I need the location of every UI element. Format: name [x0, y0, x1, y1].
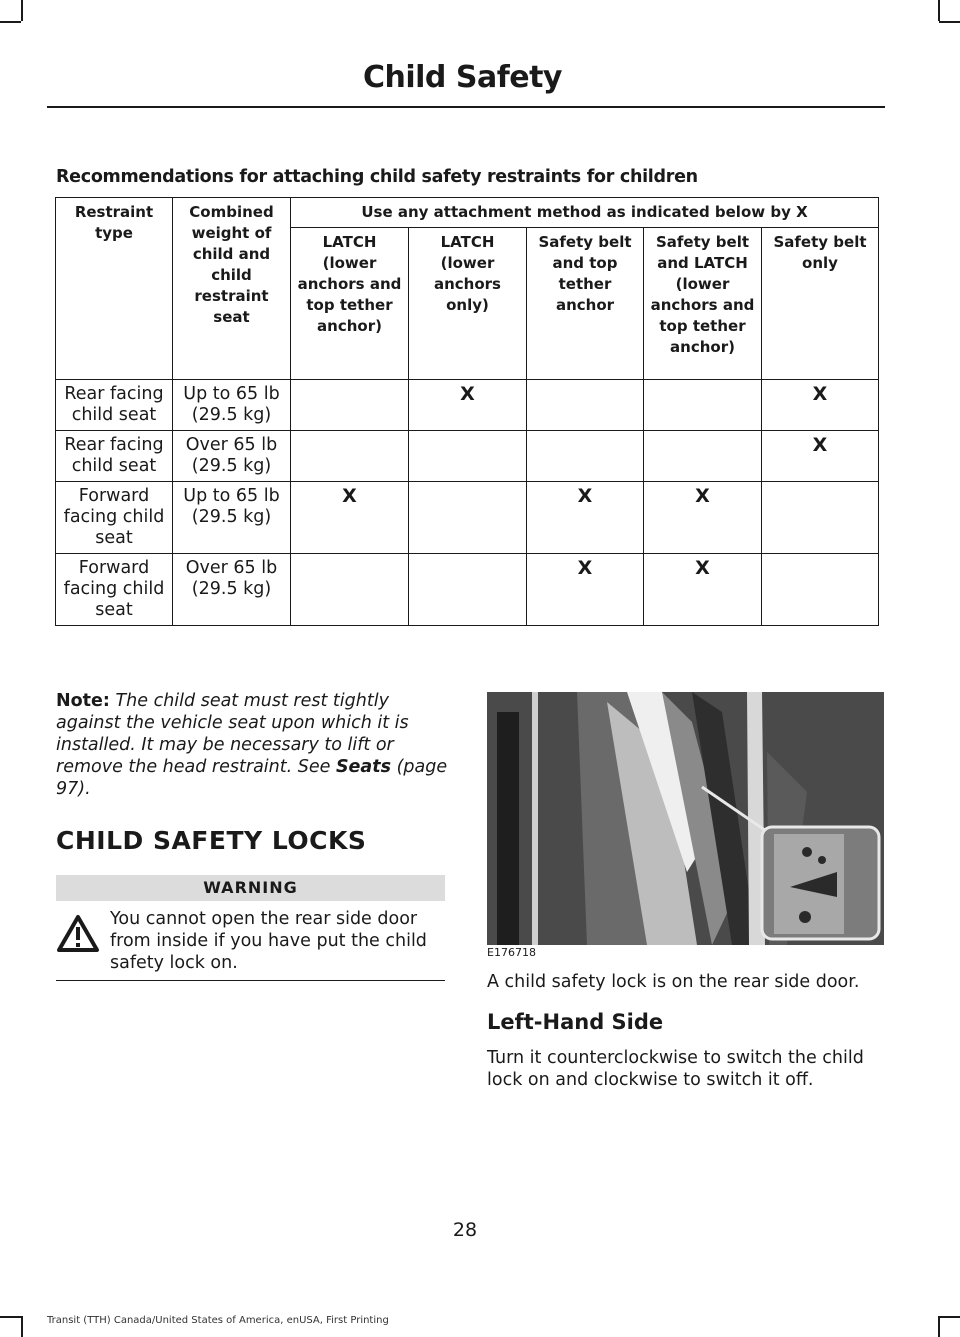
mark-cell [409, 482, 527, 554]
mark-cell [644, 431, 762, 482]
table-row [56, 431, 879, 482]
mark-cell: X [762, 380, 879, 431]
mark-cell: X [762, 431, 879, 482]
mark-cell [409, 554, 527, 626]
weight-cell: Up to 65 lb (29.5 kg) [173, 380, 291, 431]
warning-triangle-icon [56, 914, 100, 954]
mark-cell: X [644, 554, 762, 626]
note-label: Note: [56, 691, 110, 711]
page-title: Child Safety [362, 60, 562, 95]
crop-mark [938, 1316, 940, 1337]
mark-cell [527, 380, 644, 431]
mark-cell: X [409, 380, 527, 431]
mark-cell [762, 482, 879, 554]
mark-cell: X [644, 482, 762, 554]
restraint-type-cell: Forward facing child seat [56, 554, 173, 626]
crop-mark [21, 0, 23, 21]
left-hand-heading: Left-Hand Side [487, 1010, 664, 1034]
seats-link[interactable]: Seats [335, 757, 392, 777]
attachment-table [55, 197, 879, 626]
mark-cell: X [291, 482, 409, 554]
method-header: LATCH (lower anchors and top tether anchor) [291, 228, 409, 380]
crop-mark [939, 1316, 960, 1318]
mark-cell [409, 431, 527, 482]
col-attachment-methods: Use any attachment method as indicated below by X [291, 198, 879, 228]
col-restraint-type: Restraint type [56, 198, 173, 380]
mark-cell: X [527, 482, 644, 554]
weight-cell: Over 65 lb (29.5 kg) [173, 431, 291, 482]
table-caption: Recommendations for attaching child safety restraints for children [56, 167, 698, 187]
restraint-type-cell: Rear facing child seat [56, 431, 173, 482]
crop-mark [939, 21, 960, 23]
figure-caption: A child safety lock is on the rear side door. [487, 972, 860, 992]
method-header: Safety belt and LATCH (lower anchors and top tether anchor) [644, 228, 762, 380]
col-combined-weight: Combined weight of child and child restraint seat [173, 198, 291, 380]
method-header: Safety belt and top tether anchor [527, 228, 644, 380]
footer-text: Transit (TTH) Canada/United States of America, enUSA, First Printing [47, 1315, 389, 1326]
child-lock-photo [487, 692, 884, 945]
mark-cell [291, 431, 409, 482]
mark-cell [291, 380, 409, 431]
table-row [56, 380, 879, 431]
mark-cell [291, 554, 409, 626]
crop-mark [0, 1316, 21, 1318]
note-text: The child seat must rest tightly against the vehicle seat upon which it is installed. It may be necessary to lift or remove the head restraint. See [56, 691, 409, 777]
mark-cell [762, 554, 879, 626]
table-row [56, 554, 879, 626]
warning-banner: WARNING [56, 875, 445, 901]
restraint-type-cell: Forward facing child seat [56, 482, 173, 554]
warning-text: You cannot open the rear side door from inside if you have put the child safety lock on. [110, 909, 427, 973]
method-header: LATCH (lower anchors only) [409, 228, 527, 380]
page-number: 28 [452, 1219, 478, 1241]
weight-cell: Up to 65 lb (29.5 kg) [173, 482, 291, 554]
section-heading: CHILD SAFETY LOCKS [56, 826, 367, 855]
left-hand-text: Turn it counterclockwise to switch the child lock on and clockwise to switch it off. [487, 1048, 864, 1090]
note-page-ref: (page 97). [56, 757, 448, 799]
note-paragraph [56, 690, 448, 800]
crop-mark [21, 1316, 23, 1337]
mark-cell [644, 380, 762, 431]
mark-cell: X [527, 554, 644, 626]
crop-mark [938, 0, 940, 21]
restraint-type-cell: Rear facing child seat [56, 380, 173, 431]
mark-cell [527, 431, 644, 482]
table-row [56, 482, 879, 554]
warning-divider [56, 980, 445, 981]
header-divider [47, 106, 885, 108]
crop-mark [0, 21, 21, 23]
weight-cell: Over 65 lb (29.5 kg) [173, 554, 291, 626]
method-header: Safety belt only [762, 228, 879, 380]
figure-code: E176718 [487, 946, 536, 959]
